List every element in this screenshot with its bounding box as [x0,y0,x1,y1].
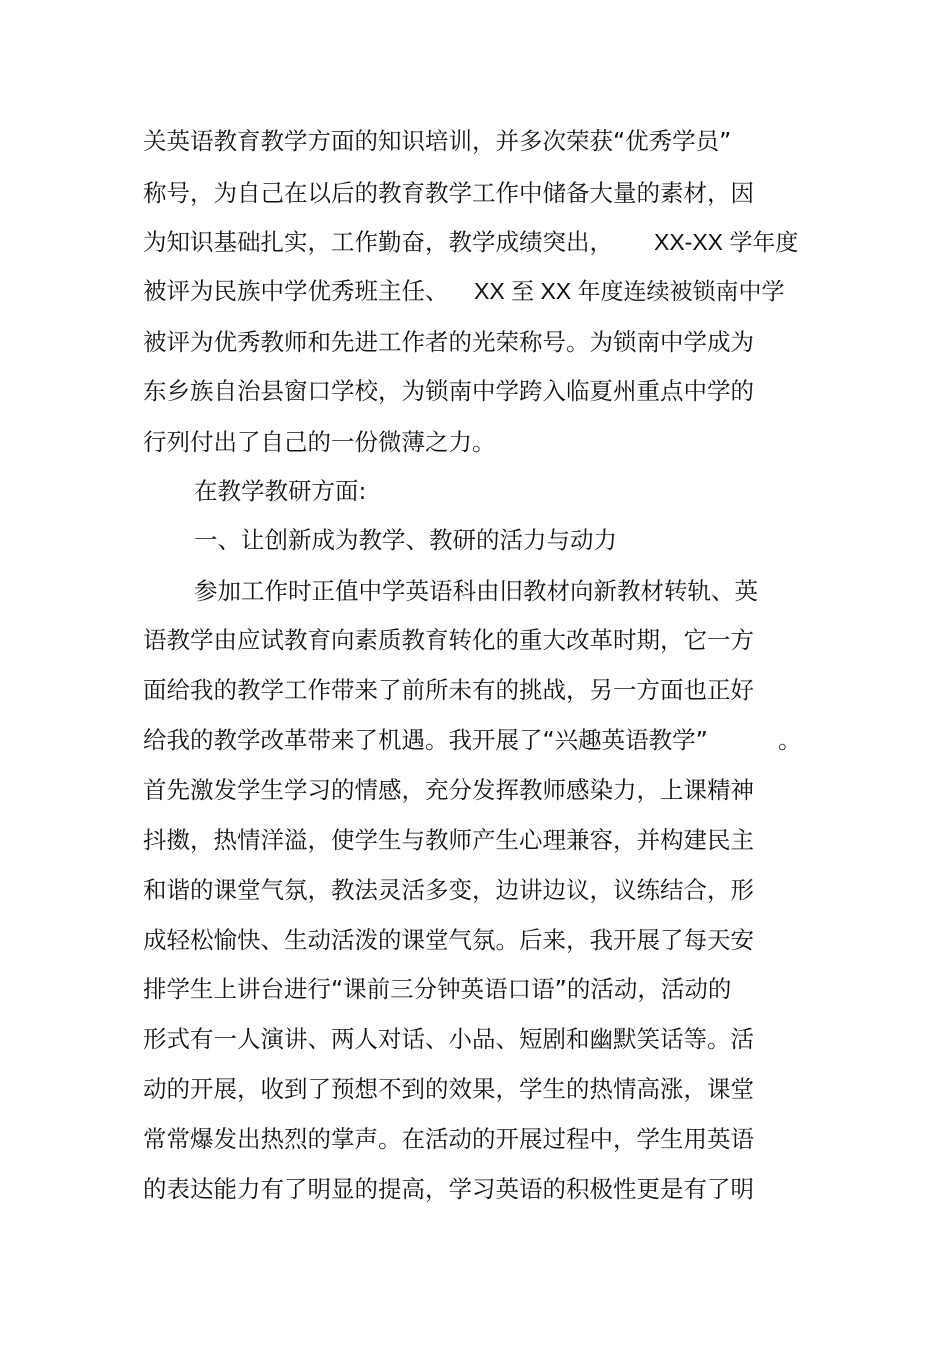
paragraph-line [0,322,950,362]
line-text: 面给我的教学工作带来了前所未有的挑战，另一方面也正好 [143,676,754,704]
paragraph-line [0,870,950,910]
paragraph-line [0,920,950,960]
paragraph-line [0,820,950,860]
line-text: 行列付出了自己的一份微薄之力。 [143,428,496,456]
section-heading [0,471,950,511]
paragraph-line [0,1169,950,1209]
section-heading-text: 在教学教研方面: [194,477,367,505]
paragraph-line [0,969,950,1009]
paragraph-line [0,720,950,760]
paragraph-line [0,770,950,810]
line-text: 的表达能力有了明显的提高，学习英语的积极性更是有了明 [143,1175,754,1203]
line-text: 被评为优秀教师和先进工作者的光荣称号。为锁南中学成为 [143,328,754,356]
paragraph-line [0,222,950,262]
line-text: 关英语教育教学方面的知识培训，并多次荣获“优秀学员” [143,127,732,155]
subsection-heading [0,520,950,560]
line-text: 参加工作时正值中学英语科由旧教材向新教材转轨、英 [194,577,758,605]
line-text: 抖擞，热情洋溢，使学生与教师产生心理兼容，并构建民主 [143,826,754,854]
line-text: 和谐的课堂气氛，教法灵活多变，边讲边议，议练结合，形 [143,876,754,904]
paragraph-line [0,422,950,462]
line-text: 常常爆发出热烈的掌声。在活动的开展过程中，学生用英语 [143,1125,754,1153]
line-text-period: 。 [778,726,802,754]
line-text: 排学生上讲台进行“课前三分钟英语口语”的活动，活动的 [143,975,732,1003]
line-text: 东乡族自治县窗口学校，为锁南中学跨入临夏州重点中学的 [143,377,754,405]
paragraph-line [0,173,950,213]
paragraph-line [0,371,950,411]
paragraph-line [0,1119,950,1159]
paragraph-line [0,121,950,161]
line-text: 给我的教学改革带来了机遇。我开展了“兴趣英语教学” [143,726,708,754]
paragraph-line [0,271,950,311]
line-text: 称号，为自己在以后的教育教学工作中储备大量的素材，因 [143,179,754,207]
line-text: 语教学由应试教育向素质教育转化的重大改革时期，它一方 [143,626,754,654]
paragraph-line [0,1069,950,1109]
paragraph-line [0,571,950,611]
paragraph-line [0,620,950,660]
line-text: 动的开展，收到了预想不到的效果，学生的热情高涨，课堂 [143,1075,754,1103]
subsection-heading-text: 一、让创新成为教学、教研的活力与动力 [194,526,617,554]
line-text-year-range: XX-XX 学年度 [654,229,799,255]
line-text: 成轻松愉快、生动活泼的课堂气氛。后来，我开展了每天安 [143,926,754,954]
line-text: 为知识基础扎实，工作勤奋，教学成绩突出， [143,228,613,256]
line-text: 首先激发学生学习的情感，充分发挥教师感染力，上课精神 [143,776,754,804]
paragraph-line [0,1019,950,1059]
line-text: 被评为民族中学优秀班主任、 [143,277,449,305]
paragraph-line [0,670,950,710]
line-text-year-range: XX 至 XX 年度连续被锁南中学 [474,278,785,304]
line-text: 形式有一人演讲、两人对话、小品、短剧和幽默笑话等。活 [143,1025,754,1053]
